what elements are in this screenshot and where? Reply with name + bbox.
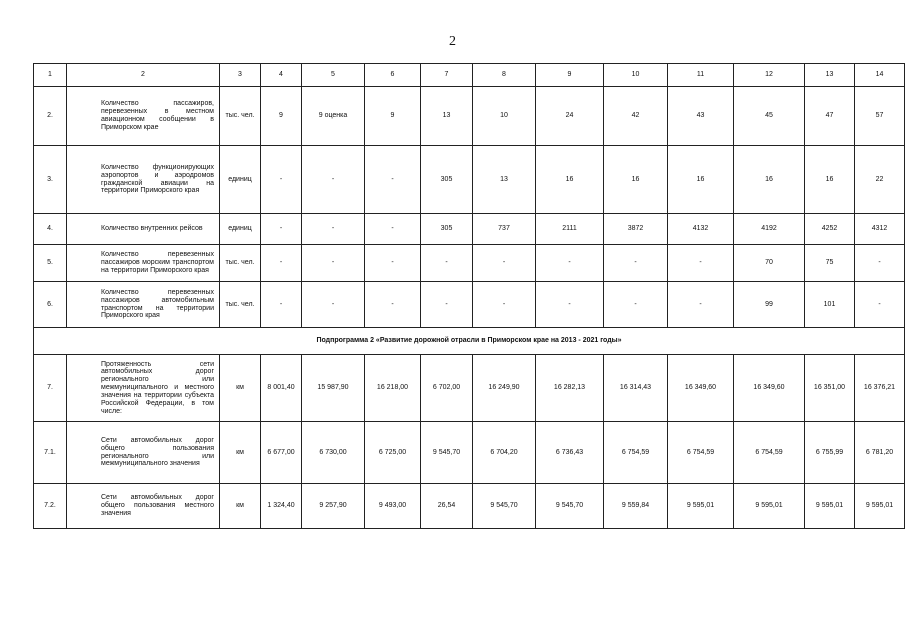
header-cell: 13 [805, 64, 855, 87]
unit-cell: тыс. чел. [220, 245, 261, 282]
value-cell: 75 [805, 245, 855, 282]
header-cell: 2 [67, 64, 220, 87]
value-cell: 9 545,70 [421, 422, 473, 484]
value-cell: - [604, 245, 668, 282]
header-cell: 4 [261, 64, 302, 87]
value-cell: 6 702,00 [421, 355, 473, 422]
value-cell: 4312 [855, 214, 905, 245]
value-cell: 8 001,40 [261, 355, 302, 422]
value-cell: 13 [473, 146, 536, 214]
value-cell: - [668, 245, 734, 282]
indicator-name: Количество пассажиров, перевезенных в местном авиационном сообщении в Приморском крае [67, 87, 220, 146]
value-cell: 16 314,43 [604, 355, 668, 422]
value-cell: - [604, 282, 668, 328]
value-cell: 2111 [536, 214, 604, 245]
table-row [34, 146, 905, 214]
value-cell: 4192 [734, 214, 805, 245]
subprogram-title: Подпрограмма 2 «Развитие дорожной отрасли в Приморском крае на 2013 - 2021 годы» [34, 328, 905, 355]
value-cell: 16 349,60 [734, 355, 805, 422]
value-cell: 6 736,43 [536, 422, 604, 484]
value-cell: 16 376,21 [855, 355, 905, 422]
indicator-name: Количество перевезенных пассажиров автомобильным транспортом на территории Приморского края [67, 282, 220, 328]
table-row [34, 282, 905, 328]
indicator-name: Количество внутренних рейсов [67, 214, 220, 245]
row-number: 6. [34, 282, 67, 328]
value-cell: 9 595,01 [855, 484, 905, 529]
unit-cell: км [220, 422, 261, 484]
value-cell: 305 [421, 214, 473, 245]
value-cell: 13 [421, 87, 473, 146]
value-cell: - [261, 146, 302, 214]
value-cell: - [261, 245, 302, 282]
row-number: 7.1. [34, 422, 67, 484]
header-cell: 11 [668, 64, 734, 87]
table-row [34, 355, 905, 422]
row-number: 3. [34, 146, 67, 214]
value-cell: 9 257,90 [302, 484, 365, 529]
value-cell: 101 [805, 282, 855, 328]
value-cell: 22 [855, 146, 905, 214]
table-row [34, 214, 905, 245]
value-cell: 9 оценка [302, 87, 365, 146]
table-row [34, 422, 905, 484]
value-cell: 42 [604, 87, 668, 146]
value-cell: 6 725,00 [365, 422, 421, 484]
value-cell: - [302, 282, 365, 328]
row-number: 7. [34, 355, 67, 422]
value-cell: 9 493,00 [365, 484, 421, 529]
value-cell: 9 595,01 [805, 484, 855, 529]
value-cell: 6 730,00 [302, 422, 365, 484]
value-cell: 6 781,20 [855, 422, 905, 484]
value-cell: - [365, 146, 421, 214]
value-cell: 16 349,60 [668, 355, 734, 422]
value-cell: 9 559,84 [604, 484, 668, 529]
value-cell: - [855, 245, 905, 282]
value-cell: 9 [261, 87, 302, 146]
value-cell: - [365, 245, 421, 282]
value-cell: - [536, 282, 604, 328]
value-cell: - [261, 214, 302, 245]
header-cell: 1 [34, 64, 67, 87]
header-cell: 14 [855, 64, 905, 87]
table-row [34, 87, 905, 146]
indicator-name: Сети автомобильных дорог общего пользования регионального или межмуниципального значения [67, 422, 220, 484]
value-cell: 16 [668, 146, 734, 214]
value-cell: - [302, 146, 365, 214]
value-cell: 16 249,90 [473, 355, 536, 422]
value-cell: 4132 [668, 214, 734, 245]
value-cell: - [302, 214, 365, 245]
value-cell: 9 [365, 87, 421, 146]
indicator-name: Количество функционирующих аэропортов и аэродромов гражданской авиации на территории Приморского края [67, 146, 220, 214]
header-cell: 10 [604, 64, 668, 87]
value-cell: 305 [421, 146, 473, 214]
value-cell: 57 [855, 87, 905, 146]
value-cell: 16 351,00 [805, 355, 855, 422]
unit-cell: тыс. чел. [220, 87, 261, 146]
table-row [34, 484, 905, 529]
value-cell: 9 595,01 [668, 484, 734, 529]
value-cell: - [365, 282, 421, 328]
value-cell: 45 [734, 87, 805, 146]
value-cell: 9 545,70 [473, 484, 536, 529]
value-cell: - [261, 282, 302, 328]
unit-cell: единиц [220, 214, 261, 245]
value-cell: 6 704,20 [473, 422, 536, 484]
value-cell: 9 545,70 [536, 484, 604, 529]
row-number: 2. [34, 87, 67, 146]
unit-cell: км [220, 355, 261, 422]
value-cell: 43 [668, 87, 734, 146]
value-cell: 6 754,59 [734, 422, 805, 484]
header-cell: 5 [302, 64, 365, 87]
row-number: 4. [34, 214, 67, 245]
indicator-name: Количество перевезенных пассажиров морским транспортом на территории Приморского края [67, 245, 220, 282]
indicator-name: Сети автомобильных дорог общего пользования местного значения [67, 484, 220, 529]
unit-cell: тыс. чел. [220, 282, 261, 328]
value-cell: - [473, 282, 536, 328]
header-cell: 12 [734, 64, 805, 87]
value-cell: 10 [473, 87, 536, 146]
value-cell: - [473, 245, 536, 282]
value-cell: 4252 [805, 214, 855, 245]
header-cell: 7 [421, 64, 473, 87]
value-cell: 24 [536, 87, 604, 146]
value-cell: 16 218,00 [365, 355, 421, 422]
value-cell: 16 [805, 146, 855, 214]
value-cell: - [668, 282, 734, 328]
header-cell: 6 [365, 64, 421, 87]
value-cell: - [421, 282, 473, 328]
page-number: 2 [449, 34, 456, 49]
unit-cell: единиц [220, 146, 261, 214]
header-row [34, 64, 905, 87]
value-cell: - [302, 245, 365, 282]
value-cell: 26,54 [421, 484, 473, 529]
value-cell: 16 [604, 146, 668, 214]
value-cell: 6 754,59 [668, 422, 734, 484]
header-cell: 9 [536, 64, 604, 87]
value-cell: 47 [805, 87, 855, 146]
value-cell: - [855, 282, 905, 328]
value-cell: 16 [734, 146, 805, 214]
row-number: 7.2. [34, 484, 67, 529]
value-cell: 9 595,01 [734, 484, 805, 529]
value-cell: 3872 [604, 214, 668, 245]
value-cell: 99 [734, 282, 805, 328]
indicator-name: Протяженность сети автомобильных дорог регионального или межмуниципального и местного значения на территории субъекта Российской Федерации, в том числе: [67, 355, 220, 422]
indicators-table [33, 63, 905, 529]
value-cell: 15 987,90 [302, 355, 365, 422]
header-cell: 3 [220, 64, 261, 87]
subprogram-row [34, 328, 905, 355]
value-cell: - [421, 245, 473, 282]
value-cell: - [536, 245, 604, 282]
value-cell: 6 754,59 [604, 422, 668, 484]
value-cell: - [365, 214, 421, 245]
value-cell: 737 [473, 214, 536, 245]
value-cell: 16 282,13 [536, 355, 604, 422]
value-cell: 1 324,40 [261, 484, 302, 529]
value-cell: 16 [536, 146, 604, 214]
value-cell: 70 [734, 245, 805, 282]
unit-cell: км [220, 484, 261, 529]
table-row [34, 245, 905, 282]
row-number: 5. [34, 245, 67, 282]
value-cell: 6 677,00 [261, 422, 302, 484]
value-cell: 6 755,99 [805, 422, 855, 484]
header-cell: 8 [473, 64, 536, 87]
